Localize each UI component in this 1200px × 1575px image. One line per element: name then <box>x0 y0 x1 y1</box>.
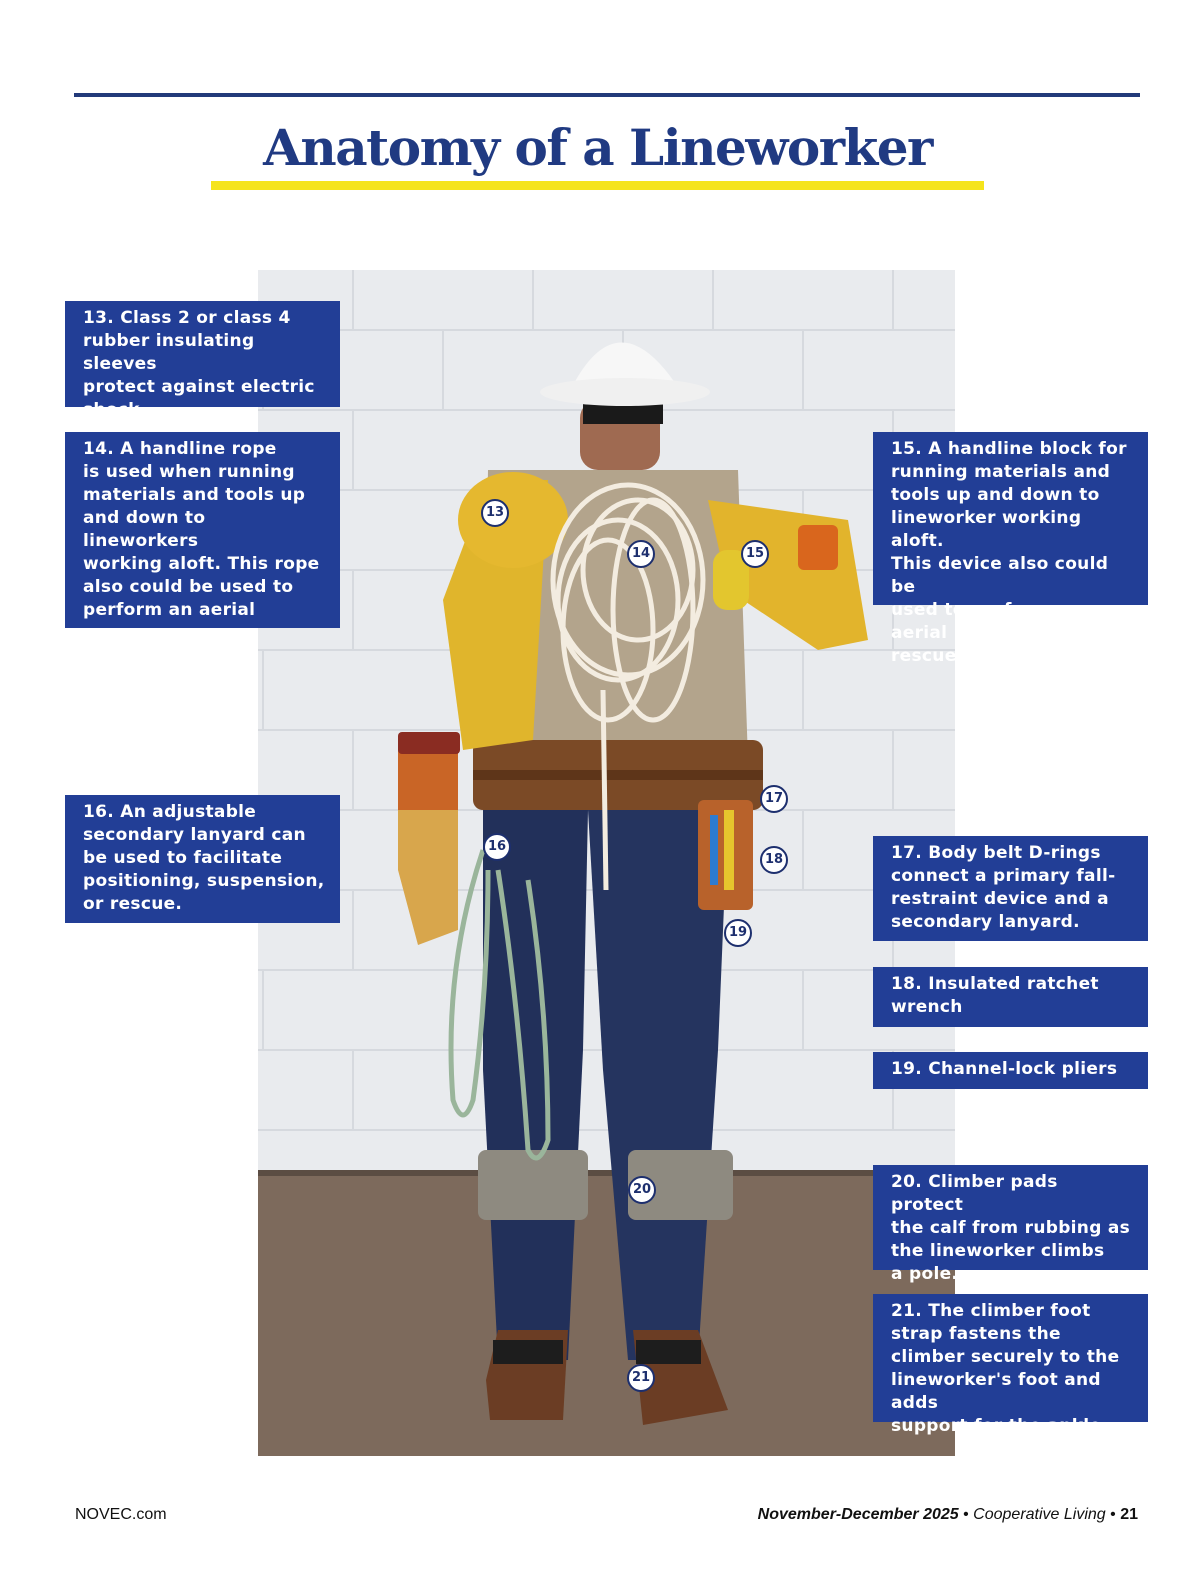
marker-20: 20 <box>628 1176 656 1204</box>
callout-13 <box>65 301 340 420</box>
footer-site: NOVEC.com <box>75 1506 167 1523</box>
callout-13-line: rubber insulating sleeves <box>83 331 255 374</box>
callout-18 <box>873 967 1148 1027</box>
callout-15-line: This device also could be <box>891 554 1109 597</box>
callout-17-line: 17. Body belt D-rings <box>891 843 1101 863</box>
callout-15-line: rescue, if necessary. <box>891 646 1094 666</box>
callout-21-line: lineworker's foot and adds <box>891 1370 1101 1413</box>
callout-17-line: secondary lanyard. <box>891 912 1080 932</box>
callout-14-line: 14. A handline rope <box>83 439 277 459</box>
callout-14-line: working aloft. This rope <box>83 554 320 574</box>
callout-14-line: is used when running <box>83 462 295 482</box>
marker-16: 16 <box>483 833 511 861</box>
marker-21: 21 <box>627 1364 655 1392</box>
callout-14-line: also could be used to <box>83 577 294 597</box>
marker-18: 18 <box>760 846 788 874</box>
callout-15-line: running materials and <box>891 462 1111 482</box>
callout-16-line: be used to facilitate <box>83 848 283 868</box>
marker-14: 14 <box>627 540 655 568</box>
callout-14-line: perform an aerial rescue, <box>83 600 256 643</box>
callout-19 <box>873 1052 1148 1089</box>
callout-17 <box>873 836 1148 941</box>
footer-magazine: Cooperative Living <box>973 1506 1106 1523</box>
callout-15-line: lineworker working aloft. <box>891 508 1082 551</box>
callout-21 <box>873 1294 1148 1436</box>
callout-15-line: 15. A handline block for <box>891 439 1127 459</box>
callout-20-line: 20. Climber pads protect <box>891 1172 1058 1215</box>
callout-15-line: used to perform an aerial <box>891 600 1081 643</box>
callout-14-line: if necessary. <box>83 646 208 666</box>
callout-15-line: tools up and down to <box>891 485 1100 505</box>
callout-20-line: the calf from rubbing as <box>891 1218 1131 1238</box>
lineworker-photo <box>258 270 955 1456</box>
callout-21-line: climber securely to the <box>891 1347 1120 1367</box>
callout-20 <box>873 1165 1148 1284</box>
callout-21-line: support for the ankle. <box>891 1416 1109 1436</box>
marker-15: 15 <box>741 540 769 568</box>
footer-bullet: • <box>1105 1506 1121 1523</box>
callout-21-line: 21. The climber foot <box>891 1301 1091 1321</box>
callout-14-line: and down to lineworkers <box>83 508 206 551</box>
callout-15 <box>873 432 1148 666</box>
callout-13-line: shock. <box>83 400 147 420</box>
footer-page-number: 21 <box>1120 1506 1138 1523</box>
callout-21-line: strap fastens the <box>891 1324 1061 1344</box>
callout-20-line: a pole. <box>891 1264 959 1284</box>
callout-17-line: connect a primary fall- <box>891 866 1116 886</box>
callout-14-line: materials and tools up <box>83 485 306 505</box>
callout-18-line: 18. Insulated ratchet <box>891 974 1099 994</box>
callout-14 <box>65 432 340 666</box>
callout-16-line: secondary lanyard can <box>83 825 306 845</box>
callout-19-line: 19. Channel-lock pliers <box>891 1059 1118 1079</box>
lineworker-illustration <box>258 270 955 1456</box>
top-rule <box>74 93 1140 97</box>
marker-19: 19 <box>724 919 752 947</box>
footer-date: November-December 2025 <box>757 1506 959 1523</box>
title-underline <box>211 181 984 190</box>
callout-17-line: restraint device and a <box>891 889 1109 909</box>
callout-16-line: 16. An adjustable <box>83 802 257 822</box>
callout-16 <box>65 795 340 923</box>
footer-bullet: • <box>958 1506 974 1523</box>
callout-20-line: the lineworker climbs <box>891 1241 1105 1261</box>
footer-issue-info <box>758 1506 1138 1524</box>
callout-16-line: positioning, suspension, <box>83 871 325 891</box>
marker-17: 17 <box>760 785 788 813</box>
callout-13-line: protect against electric <box>83 377 315 397</box>
callout-13-line: 13. Class 2 or class 4 <box>83 308 291 328</box>
callout-16-line: or rescue. <box>83 894 183 914</box>
callout-18-line: wrench <box>891 997 963 1017</box>
marker-13: 13 <box>481 499 509 527</box>
page-title: Anatomy of a Lineworker <box>263 118 932 177</box>
